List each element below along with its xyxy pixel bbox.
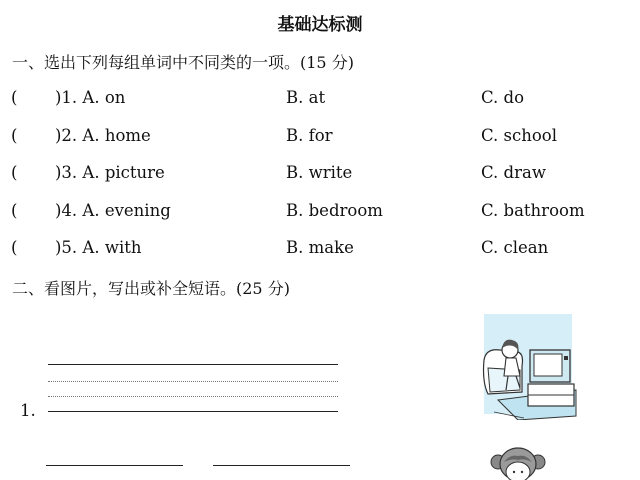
option-c: C. do [481, 88, 525, 107]
answer-paren-open: ( [11, 163, 18, 182]
question-number-option-a: )3. A. picture [55, 163, 165, 182]
option-b: B. bedroom [286, 201, 383, 220]
section-1-heading: 一、选出下列每组单词中不同类的一项。(15 分) [12, 53, 354, 72]
option-c: C. clean [481, 238, 549, 257]
option-b: B. write [286, 163, 353, 182]
option-c: C. draw [481, 163, 546, 182]
answer-paren-open: ( [11, 238, 18, 257]
writing-line-dotted [48, 396, 338, 397]
writing-line-solid[interactable] [213, 465, 350, 466]
writing-line-solid[interactable] [46, 465, 183, 466]
answer-paren-open: ( [11, 126, 18, 145]
item-1-number: 1. [20, 401, 36, 420]
answer-paren-open: ( [11, 88, 18, 107]
option-b: B. make [286, 238, 354, 257]
question-number-option-a: )1. A. on [55, 88, 126, 107]
option-b: B. for [286, 126, 333, 145]
girl-head-illustration [488, 442, 548, 480]
option-c: C. school [481, 126, 558, 145]
writing-line-solid[interactable] [48, 364, 338, 365]
question-number-option-a: )5. A. with [55, 238, 142, 257]
option-c: C. bathroom [481, 201, 585, 220]
page-title: 基础达标测 [277, 15, 363, 35]
section-2-heading: 二、看图片，写出或补全短语。(25 分) [12, 279, 290, 298]
writing-line-solid[interactable] [48, 411, 338, 412]
writing-line-dotted [48, 381, 338, 382]
tv-watching-illustration [478, 312, 578, 420]
question-number-option-a: )2. A. home [55, 126, 151, 145]
answer-paren-open: ( [11, 201, 18, 220]
question-number-option-a: )4. A. evening [55, 201, 171, 220]
option-b: B. at [286, 88, 326, 107]
